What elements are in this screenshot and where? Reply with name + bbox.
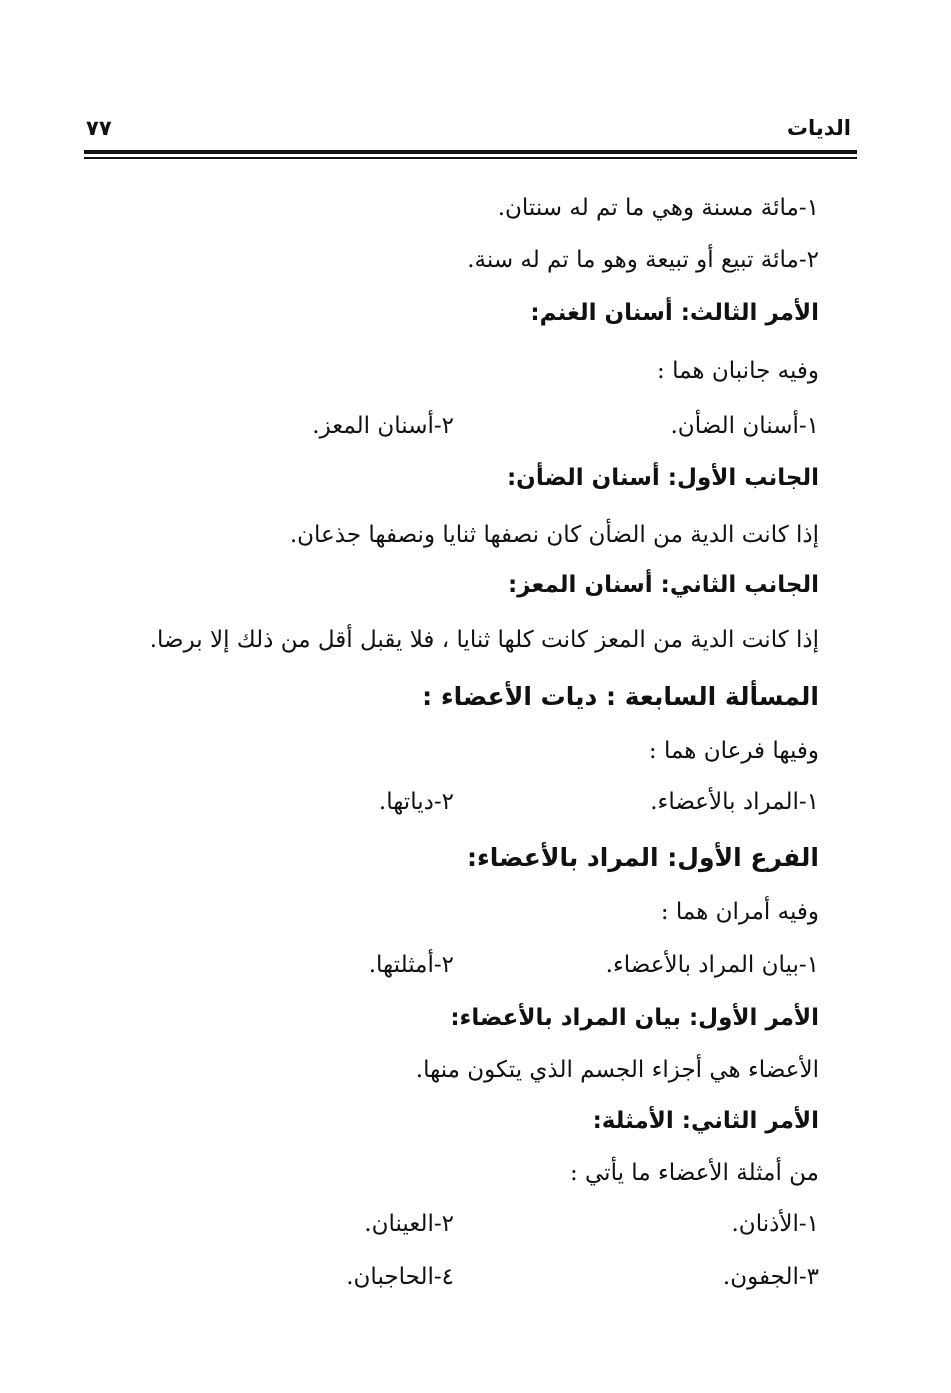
list-item: ٢-دياتها. xyxy=(378,789,454,815)
list-item: ١-أسنان الضأن. xyxy=(670,413,819,439)
list-item: ٣-الجفون. xyxy=(722,1264,819,1290)
paragraph: وفيها فرعان هما : xyxy=(648,738,819,764)
section-heading: الجانب الثاني: أسنان المعز: xyxy=(508,572,819,598)
paragraph: وفيه جانبان هما : xyxy=(657,358,819,384)
list-item: ١-مائة مسنة وهي ما تم له سنتان. xyxy=(497,195,819,221)
running-header-title: الديات xyxy=(786,116,851,140)
section-heading: الجانب الأول: أسنان الضأن: xyxy=(506,465,819,491)
list-item: ١-الأذنان. xyxy=(731,1211,819,1237)
section-heading: الأمر الأول: بيان المراد بالأعضاء: xyxy=(450,1005,819,1031)
page-number: ٧٧ xyxy=(86,116,112,140)
list-item: ١-المراد بالأعضاء. xyxy=(650,789,819,815)
major-heading: الفرع الأول: المراد بالأعضاء: xyxy=(466,843,819,872)
paragraph: إذا كانت الدية من الضأن كان نصفها ثنايا ونصفها جذعان. xyxy=(289,522,819,548)
section-heading: الأمر الثاني: الأمثلة: xyxy=(592,1108,819,1134)
paragraph: وفيه أمران هما : xyxy=(660,899,819,925)
list-item: ١-بيان المراد بالأعضاء. xyxy=(605,952,819,978)
list-item: ٢-العينان. xyxy=(364,1211,454,1237)
header-rule-thick xyxy=(84,150,857,154)
paragraph: الأعضاء هي أجزاء الجسم الذي يتكون منها. xyxy=(415,1057,819,1083)
paragraph: من أمثلة الأعضاء ما يأتي : xyxy=(569,1160,819,1186)
list-item: ٤-الحاجبان. xyxy=(346,1264,454,1290)
section-heading: الأمر الثالث: أسنان الغنم: xyxy=(530,300,819,326)
major-heading: المسألة السابعة : ديات الأعضاء : xyxy=(422,682,819,711)
list-item: ٢-أمثلتها. xyxy=(368,952,454,978)
list-item: ٢-مائة تبيع أو تبيعة وهو ما تم له سنة. xyxy=(467,247,819,273)
paragraph: إذا كانت الدية من المعز كانت كلها ثنايا ، فلا يقبل أقل من ذلك إلا برضا. xyxy=(149,627,819,653)
list-item: ٢-أسنان المعز. xyxy=(312,413,454,439)
header-rule-thin xyxy=(84,157,857,159)
